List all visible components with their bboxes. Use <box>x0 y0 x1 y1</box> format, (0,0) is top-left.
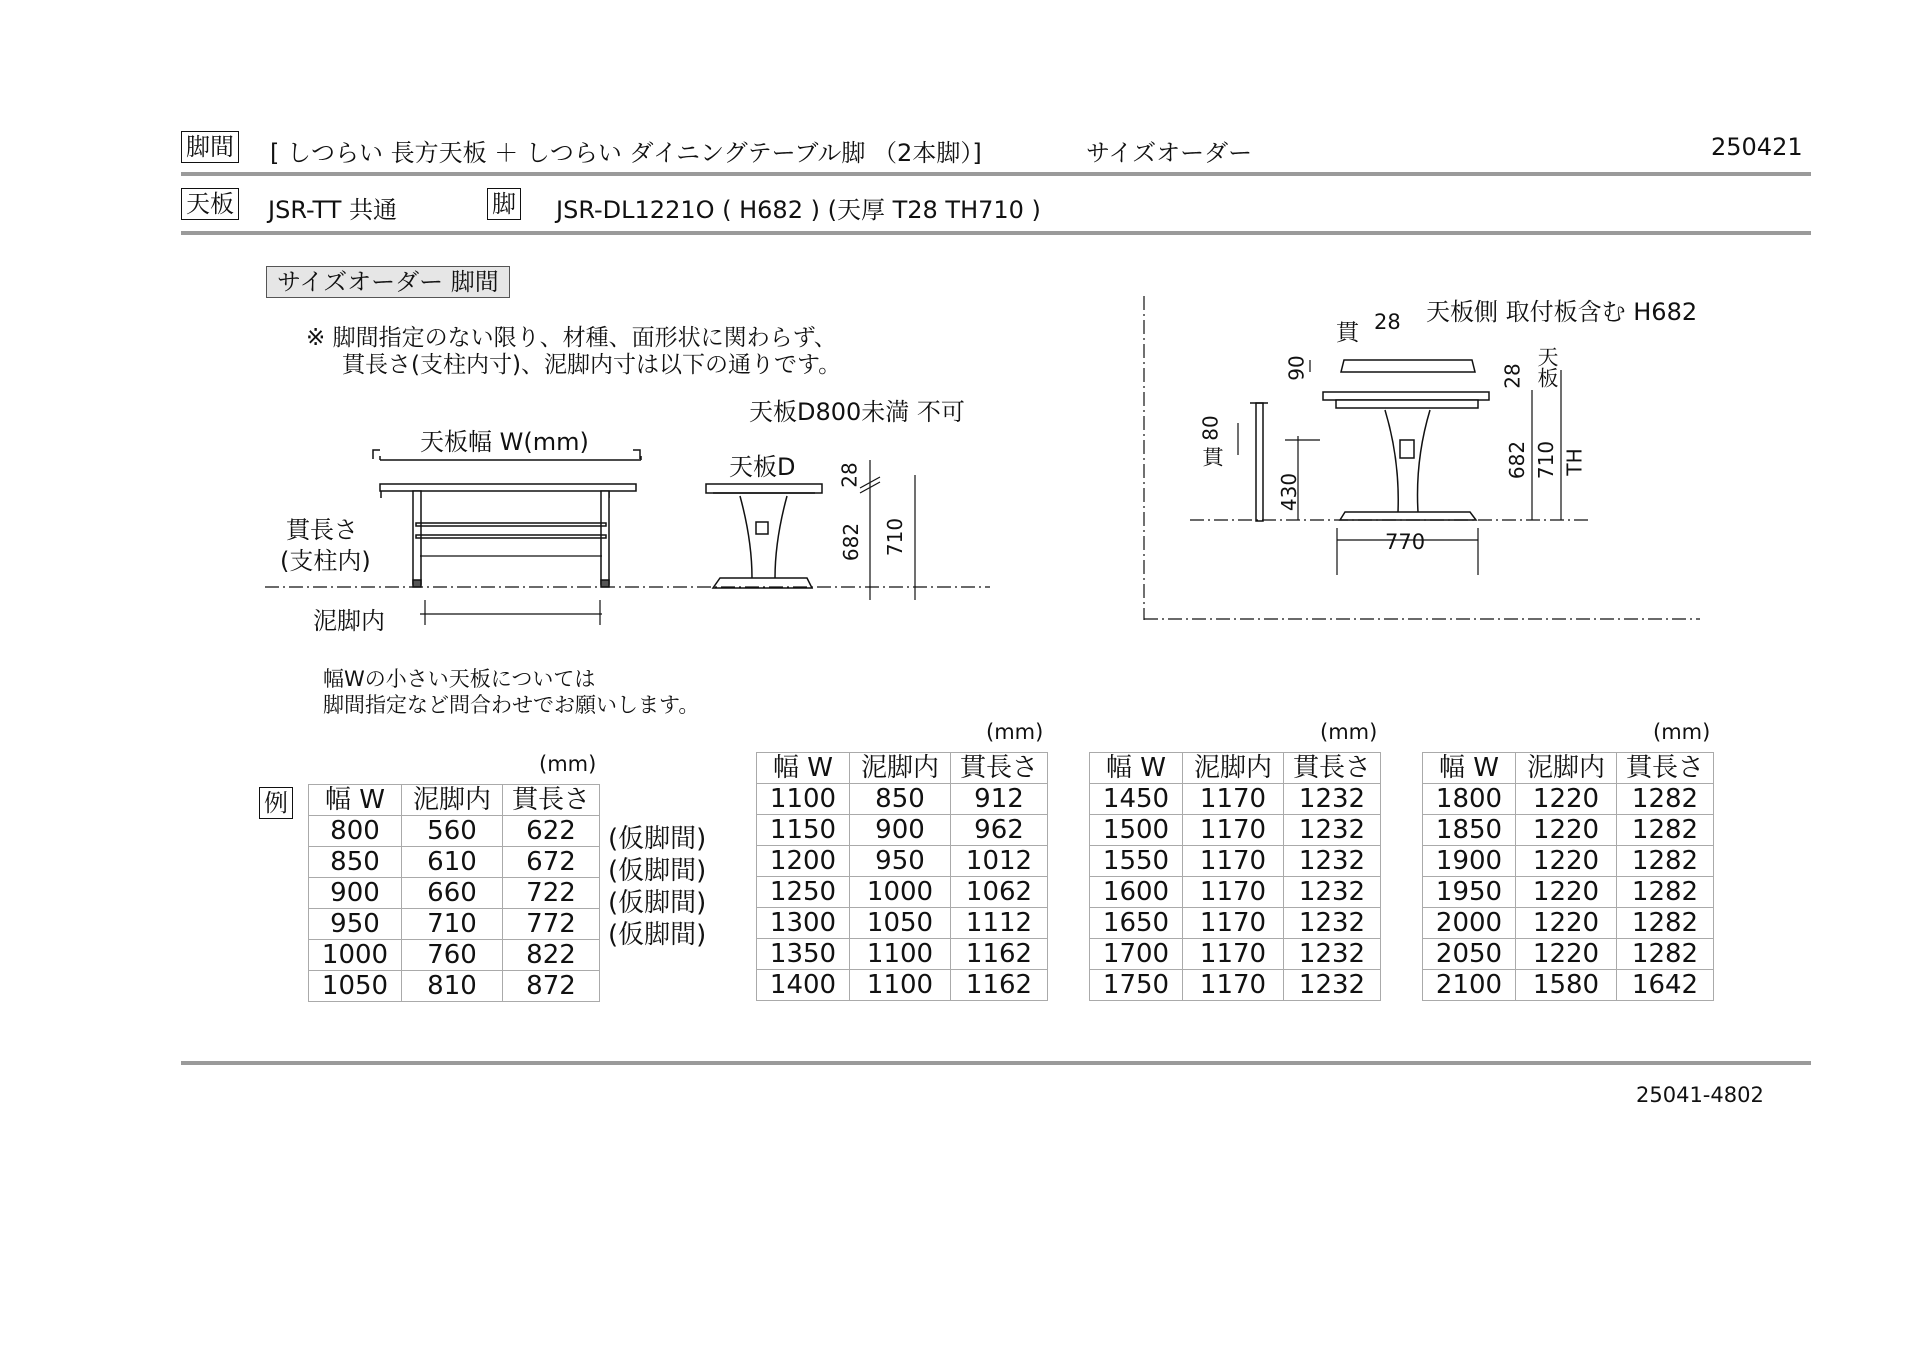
table-cell: 850 <box>309 847 402 878</box>
provisional-note-1: (仮脚間) <box>608 824 707 854</box>
table-header-row <box>309 785 600 816</box>
table-row <box>1423 970 1714 1001</box>
table-cell: 1850 <box>1423 815 1516 846</box>
table-cell: 672 <box>503 847 600 878</box>
table-cell: 1900 <box>1423 846 1516 877</box>
table-cell: 950 <box>309 909 402 940</box>
table-cell: 1100 <box>850 939 951 970</box>
table-row <box>1423 908 1714 939</box>
table-row <box>757 846 1048 877</box>
table4-unit: (mm) <box>1653 720 1711 744</box>
table-cell: 772 <box>503 909 600 940</box>
table-row <box>757 970 1048 1001</box>
table-cell: 1220 <box>1516 846 1617 877</box>
right-nuki-width-label: 貫 <box>1200 446 1224 467</box>
table-header-cell: 貫長さ <box>503 785 600 816</box>
table-cell: 760 <box>402 940 503 971</box>
table-header-row <box>1423 753 1714 784</box>
table-cell: 912 <box>951 784 1048 815</box>
table-row <box>1090 939 1381 970</box>
table-cell: 1282 <box>1617 846 1714 877</box>
provisional-note-3: (仮脚間) <box>608 888 707 918</box>
table-cell: 1700 <box>1090 939 1183 970</box>
right-caption: 天板側 取付板含む H682 <box>1426 298 1698 326</box>
table-cell: 1220 <box>1516 784 1617 815</box>
table-row <box>1090 908 1381 939</box>
table-cell: 962 <box>951 815 1048 846</box>
table-cell: 1170 <box>1183 784 1284 815</box>
table-cell: 1150 <box>757 815 850 846</box>
table-header-cell: 幅 W <box>309 785 402 816</box>
table-cell: 1550 <box>1090 846 1183 877</box>
table-cell: 2100 <box>1423 970 1516 1001</box>
table-cell: 1300 <box>757 908 850 939</box>
top-value: JSR-TT 共通 <box>268 196 397 224</box>
size-table-3 <box>1089 752 1381 1001</box>
table-row <box>1090 784 1381 815</box>
table-row <box>757 815 1048 846</box>
table3-unit: (mm) <box>1320 720 1378 744</box>
right-top-label: 天板 <box>1535 346 1559 388</box>
table2-unit: (mm) <box>986 720 1044 744</box>
table-cell: 1232 <box>1284 970 1381 1001</box>
table-cell: 1800 <box>1423 784 1516 815</box>
table-cell: 1750 <box>1090 970 1183 1001</box>
table-header-cell: 泥脚内 <box>402 785 503 816</box>
table-cell: 872 <box>503 971 600 1002</box>
table-cell: 800 <box>309 816 402 847</box>
table-cell: 1050 <box>309 971 402 1002</box>
table-cell: 1282 <box>1617 939 1714 970</box>
table-cell: 1100 <box>850 970 951 1001</box>
side-depth-label: 天板D <box>729 453 796 481</box>
table-header-cell: 貫長さ <box>951 753 1048 784</box>
order-type: サイズオーダー <box>1086 139 1253 167</box>
table-cell: 1220 <box>1516 815 1617 846</box>
right-nuki-thick: 28 <box>1374 310 1401 334</box>
footer-rule <box>181 1061 1811 1065</box>
table-cell: 1450 <box>1090 784 1183 815</box>
table-cell: 1170 <box>1183 939 1284 970</box>
table-cell: 1170 <box>1183 970 1284 1001</box>
table-cell: 1062 <box>951 877 1048 908</box>
table-cell: 810 <box>402 971 503 1002</box>
table-header-cell: 泥脚内 <box>1516 753 1617 784</box>
table-cell: 1200 <box>757 846 850 877</box>
small-note-line-2: 脚間指定など問合わせでお願いします。 <box>323 693 700 717</box>
table-row <box>1090 846 1381 877</box>
table-cell: 1220 <box>1516 939 1617 970</box>
table-header-cell: 貫長さ <box>1284 753 1381 784</box>
right-nuki-width: 80 <box>1198 415 1223 441</box>
table-cell: 1600 <box>1090 877 1183 908</box>
size-table-4 <box>1422 752 1714 1001</box>
table-header-cell: 幅 W <box>1090 753 1183 784</box>
table-cell: 1232 <box>1284 846 1381 877</box>
table-cell: 1350 <box>757 939 850 970</box>
right-top-thick: 28 <box>1500 363 1525 389</box>
table-row <box>1423 846 1714 877</box>
notice-line-2: 貫長さ(支柱内寸)、泥脚内寸は以下の通りです。 <box>342 352 842 378</box>
table-row <box>1090 815 1381 846</box>
table-row <box>309 909 600 940</box>
table-cell: 1650 <box>1090 908 1183 939</box>
table-cell: 1162 <box>951 939 1048 970</box>
table-header-row <box>1090 753 1381 784</box>
table-row <box>757 908 1048 939</box>
table-cell: 822 <box>503 940 600 971</box>
table-row <box>309 940 600 971</box>
table-cell: 710 <box>402 909 503 940</box>
table-cell: 1162 <box>951 970 1048 1001</box>
right-nuki-height: 90 <box>1284 355 1309 381</box>
table-cell: 1232 <box>1284 939 1381 970</box>
table-row <box>1423 815 1714 846</box>
table-row <box>757 939 1048 970</box>
table-cell: 1232 <box>1284 877 1381 908</box>
table-cell: 950 <box>850 846 951 877</box>
table-cell: 1232 <box>1284 908 1381 939</box>
date-code: 250421 <box>1711 133 1803 161</box>
table-cell: 1282 <box>1617 877 1714 908</box>
right-leg-height: 682 <box>1505 440 1530 480</box>
table-cell: 900 <box>850 815 951 846</box>
table-cell: 1050 <box>850 908 951 939</box>
side-dim-top: 28 <box>837 462 862 488</box>
table-cell: 622 <box>503 816 600 847</box>
table-cell: 2000 <box>1423 908 1516 939</box>
size-table-2 <box>756 752 1048 1001</box>
table-cell: 1220 <box>1516 908 1617 939</box>
table-cell: 610 <box>402 847 503 878</box>
table-cell: 1232 <box>1284 784 1381 815</box>
provisional-note-2: (仮脚間) <box>608 856 707 886</box>
right-nuki-label: 貫 <box>1336 320 1359 346</box>
table-cell: 1282 <box>1617 908 1714 939</box>
table-cell: 1000 <box>309 940 402 971</box>
table-row <box>1423 877 1714 908</box>
front-width-label: 天板幅 W(mm) <box>420 428 589 456</box>
table-row <box>757 784 1048 815</box>
size-table-1 <box>308 784 600 1002</box>
table-cell: 1100 <box>757 784 850 815</box>
right-base-width: 770 <box>1385 530 1426 554</box>
right-total-height: 710 <box>1534 440 1559 480</box>
table-header-cell: 貫長さ <box>1617 753 1714 784</box>
section-label-leg-spacing: 脚間 <box>181 131 239 163</box>
size-order-box: サイズオーダー 脚間 <box>266 266 510 298</box>
product-title: [ しつらい 長方天板 ＋ しつらい ダイニングテーブル脚 （2本脚）] <box>270 139 982 167</box>
table-cell: 722 <box>503 878 600 909</box>
table1-unit: (mm) <box>539 752 597 776</box>
right-nuki-pos: 430 <box>1277 472 1302 512</box>
table-row <box>309 847 600 878</box>
table-cell: 900 <box>309 878 402 909</box>
table-row <box>1423 939 1714 970</box>
table-row <box>1423 784 1714 815</box>
table-cell: 560 <box>402 816 503 847</box>
table-cell: 1000 <box>850 877 951 908</box>
table-header-cell: 幅 W <box>1423 753 1516 784</box>
table-row <box>309 816 600 847</box>
table-header-cell: 泥脚内 <box>850 753 951 784</box>
top-label: 天板 <box>181 188 239 220</box>
side-dim-leg: 682 <box>839 522 864 562</box>
table-cell: 1400 <box>757 970 850 1001</box>
footer-code: 25041-4802 <box>1636 1083 1764 1107</box>
small-note-line-1: 幅Wの小さい天板については <box>323 667 596 691</box>
front-doroashi-label: 泥脚内 <box>313 607 385 635</box>
side-warning: 天板D800未満 不可 <box>749 398 965 426</box>
table-cell: 660 <box>402 878 503 909</box>
table-cell: 1232 <box>1284 815 1381 846</box>
table-row <box>757 877 1048 908</box>
side-dim-total: 710 <box>883 517 908 557</box>
table-cell: 1282 <box>1617 815 1714 846</box>
table-row <box>1090 970 1381 1001</box>
provisional-note-4: (仮脚間) <box>608 920 707 950</box>
table-cell: 1170 <box>1183 815 1284 846</box>
right-th-label: TH <box>1562 448 1587 476</box>
table-header-cell: 泥脚内 <box>1183 753 1284 784</box>
table-cell: 1220 <box>1516 877 1617 908</box>
table-cell: 1012 <box>951 846 1048 877</box>
table-cell: 1950 <box>1423 877 1516 908</box>
leg-label: 脚 <box>487 188 521 220</box>
table-cell: 850 <box>850 784 951 815</box>
table-cell: 1250 <box>757 877 850 908</box>
front-nuki-label-2: (支柱内) <box>280 547 371 575</box>
table-cell: 1642 <box>1617 970 1714 1001</box>
table-row <box>1090 877 1381 908</box>
table-cell: 1580 <box>1516 970 1617 1001</box>
table-cell: 1170 <box>1183 877 1284 908</box>
notice-line-1: ※ 脚間指定のない限り、材種、面形状に関わらず、 <box>306 325 837 351</box>
front-nuki-label-1: 貫長さ <box>286 516 358 544</box>
table-cell: 1112 <box>951 908 1048 939</box>
table-cell: 1170 <box>1183 846 1284 877</box>
table-cell: 1282 <box>1617 784 1714 815</box>
leg-value: JSR-DL1221O ( H682 ) (天厚 T28 TH710 ) <box>556 196 1041 224</box>
table-header-cell: 幅 W <box>757 753 850 784</box>
example-label: 例 <box>259 787 293 819</box>
table-row <box>309 878 600 909</box>
table-row <box>309 971 600 1002</box>
table-header-row <box>757 753 1048 784</box>
table-cell: 1500 <box>1090 815 1183 846</box>
table-cell: 2050 <box>1423 939 1516 970</box>
table-cell: 1170 <box>1183 908 1284 939</box>
